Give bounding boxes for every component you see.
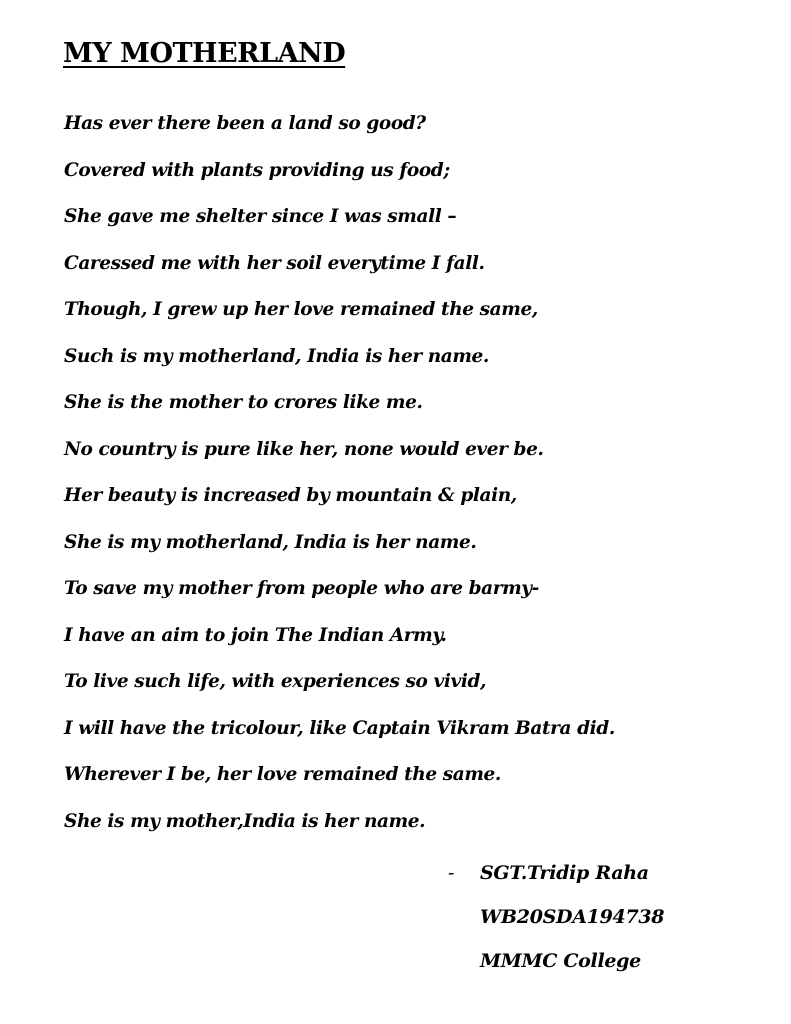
- author-name-row: [448, 858, 664, 902]
- poem-line: She is my motherland, India is her name.: [64, 531, 477, 553]
- poem-line: No country is pure like her, none would ever be.: [64, 438, 544, 460]
- poem-line: I have an aim to join The Indian Army.: [64, 624, 447, 646]
- poem-title: MY MOTHERLAND: [63, 38, 346, 69]
- signature-dash: -: [448, 862, 455, 884]
- author-id: WB20SDA194738: [480, 906, 665, 928]
- poem-line: To live such life, with experiences so vivid,: [64, 671, 487, 692]
- signature-spacer: [448, 946, 480, 990]
- poem-line: Wherever I be, her love remained the same.: [64, 764, 501, 785]
- signature-spacer: [448, 902, 480, 946]
- poem-line: I will have the tricolour, like Captain Vikram Batra did.: [64, 717, 615, 739]
- poem-line: She is my mother,India is her name.: [64, 810, 426, 832]
- poem-line: She gave me shelter since I was small –: [64, 206, 457, 227]
- poem-line: She is the mother to crores like me.: [64, 392, 423, 413]
- poem-line: Caressed me with her soil everytime I fall.: [64, 252, 485, 274]
- author-name: SGT.Tridip Raha: [480, 862, 649, 884]
- poem-line: Though, I grew up her love remained the same,: [64, 299, 538, 320]
- poem-line: Her beauty is increased by mountain & plain,: [64, 485, 517, 506]
- poem-line: Has ever there been a land so good?: [64, 113, 426, 134]
- author-id-row: [448, 902, 664, 946]
- poem-body: [64, 109, 615, 853]
- author-college: MMMC College: [480, 950, 641, 972]
- poem-line: To save my mother from people who are barmy-: [64, 578, 539, 599]
- author-college-row: [448, 946, 664, 990]
- author-signature: [448, 858, 664, 990]
- poem-line: Such is my motherland, India is her name.: [64, 345, 489, 367]
- poem-line: Covered with plants providing us food;: [64, 159, 450, 181]
